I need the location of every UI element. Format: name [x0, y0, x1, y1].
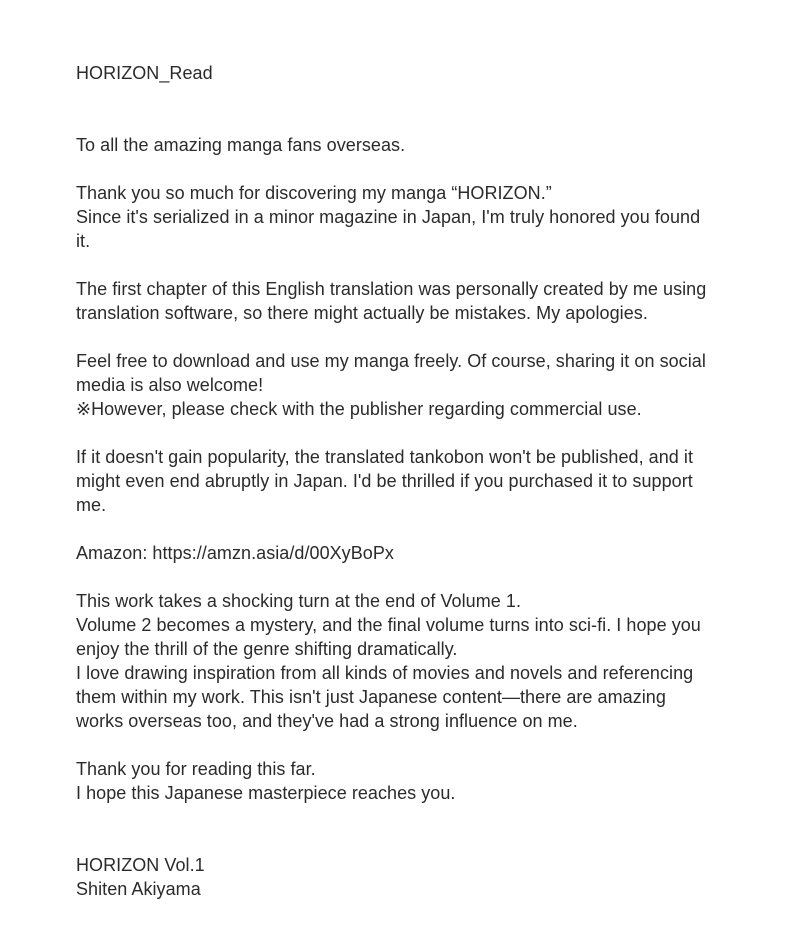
translation-paragraph [76, 277, 756, 325]
thanks-paragraph [76, 181, 756, 253]
text-line: I hope this Japanese masterpiece reaches you. [76, 783, 456, 803]
commercial-use-note: ※However, please check with the publisher regarding commercial use. [76, 399, 642, 419]
document-page [76, 61, 756, 901]
text-line: might even end abruptly in Japan. I'd be thrilled if you purchased it to support [76, 471, 693, 491]
greeting-paragraph [76, 133, 756, 157]
text-line: Thank you for reading this far. [76, 759, 316, 779]
text-line: enjoy the thrill of the genre shifting dramatically. [76, 639, 458, 659]
text-line: Since it's serialized in a minor magazine in Japan, I'm truly honored you found [76, 207, 701, 227]
usage-paragraph [76, 349, 756, 421]
closing-paragraph [76, 757, 756, 805]
text-line: translation software, so there might actually be mistakes. My apologies. [76, 303, 648, 323]
text-line: Feel free to download and use my manga freely. Of course, sharing it on social [76, 351, 706, 371]
signature-block [76, 853, 756, 901]
text-line: This work takes a shocking turn at the end of Volume 1. [76, 591, 521, 611]
amazon-link-text: Amazon: https://amzn.asia/d/00XyBoPx [76, 543, 394, 563]
text-line: If it doesn't gain popularity, the translated tankobon won't be published, and it [76, 447, 693, 467]
text-line: Thank you so much for discovering my manga “HORIZON.” [76, 183, 552, 203]
text-line: them within my work. This isn't just Japanese content—there are amazing [76, 687, 666, 707]
support-paragraph [76, 445, 756, 517]
text-line: Volume 2 becomes a mystery, and the final volume turns into sci-fi. I hope you [76, 615, 701, 635]
greeting-line: To all the amazing manga fans overseas. [76, 135, 406, 155]
story-paragraph [76, 589, 756, 733]
text-line: works overseas too, and they've had a strong influence on me. [76, 711, 578, 731]
work-volume: HORIZON Vol.1 [76, 855, 205, 875]
text-line: The first chapter of this English translation was personally created by me using [76, 279, 707, 299]
text-line: it. [76, 231, 91, 251]
text-line: media is also welcome! [76, 375, 264, 395]
amazon-paragraph [76, 541, 756, 565]
author-name: Shiten Akiyama [76, 879, 201, 899]
text-line: I love drawing inspiration from all kinds of movies and novels and referencing [76, 663, 694, 683]
document-title: HORIZON_Read [76, 63, 213, 83]
text-line: me. [76, 495, 107, 515]
